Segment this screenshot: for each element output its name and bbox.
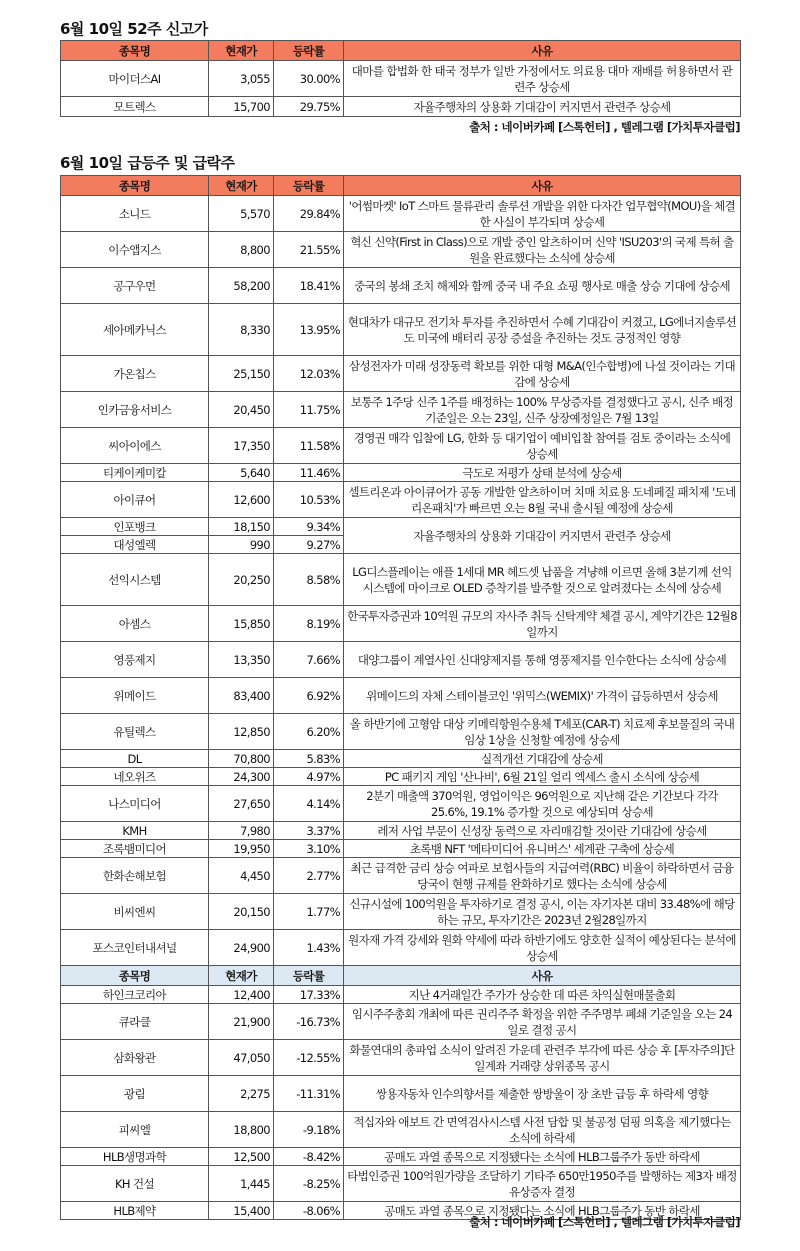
table-row: [61, 1148, 741, 1166]
stock-name: 큐라클: [61, 1004, 209, 1040]
table-header-row: [61, 41, 741, 61]
stock-change: 11.46%: [274, 464, 344, 482]
stock-change: 4.97%: [274, 768, 344, 786]
stock-name: 나스미디어: [61, 786, 209, 822]
header-reason: 사유: [344, 176, 741, 196]
stock-reason: 한국투자증권과 10억원 규모의 자사주 취득 신탁계약 체결 공시, 계약기간은 12월8일까지: [344, 606, 741, 642]
stock-change: 3.10%: [274, 840, 344, 858]
stock-name: 아셈스: [61, 606, 209, 642]
stock-change: 13.95%: [274, 304, 344, 356]
stock-change: 9.34%: [274, 518, 344, 536]
table-row: [61, 392, 741, 428]
stock-reason: 초록뱀 NFT '메타미디어 유니버스' 세계관 구축에 상승세: [344, 840, 741, 858]
stock-name: 삼화왕관: [61, 1040, 209, 1076]
stock-reason: '어썸마켓' IoT 스마트 물류관리 솔루션 개발을 위한 다자간 업무협약(MOU)을 체결한 사실이 부각되며 상승세: [344, 196, 741, 232]
stock-price: 15,400: [209, 1202, 274, 1220]
stock-reason: 신규시설에 100억원을 투자하기로 결정 공시, 이는 자기자본 대비 33.48%에 해당하는 규모, 투자기간은 2023년 2월28일까지: [344, 894, 741, 930]
section1-title: 6월 10일 52주 신고가: [60, 20, 208, 38]
stock-change: 1.77%: [274, 894, 344, 930]
stock-name: 소니드: [61, 196, 209, 232]
header-change: 등락률: [274, 176, 344, 196]
table-row: [61, 840, 741, 858]
stock-price: 12,600: [209, 482, 274, 518]
stock-price: 27,650: [209, 786, 274, 822]
stock-name: 영풍제지: [61, 642, 209, 678]
stock-name: 마이더스AI: [61, 61, 209, 97]
stock-change: -11.31%: [274, 1076, 344, 1112]
table-row: [61, 1004, 741, 1040]
stock-reason: 올 하반기에 고형암 대상 키메릭항원수용체 T세포(CAR-T) 치료제 후보물질의 국내 임상 1상을 신청할 예정에 상승세: [344, 714, 741, 750]
stock-name: 인카금융서비스: [61, 392, 209, 428]
stock-change: 6.20%: [274, 714, 344, 750]
table-row: [61, 822, 741, 840]
stock-name: 티케이케미칼: [61, 464, 209, 482]
stock-price: 58,200: [209, 268, 274, 304]
stock-name: 선익시스템: [61, 554, 209, 606]
stock-change: 8.58%: [274, 554, 344, 606]
table-row: [61, 678, 741, 714]
stock-price: 17,350: [209, 428, 274, 464]
table-row: [61, 642, 741, 678]
stock-price: 24,300: [209, 768, 274, 786]
stock-reason: 레저 사업 부문이 신성장 동력으로 자리매김할 것이란 기대감에 상승세: [344, 822, 741, 840]
table-row: [61, 428, 741, 464]
stock-reason: 2분기 매출액 370억원, 영업이익은 96억원으로 지난해 같은 기간보다 각각 25.6%, 19.1% 증가할 것으로 예상되며 상승세: [344, 786, 741, 822]
stock-name: 한화손해보험: [61, 858, 209, 894]
header-price: 현재가: [209, 966, 274, 986]
header-price: 현재가: [209, 176, 274, 196]
stock-change: -8.06%: [274, 1202, 344, 1220]
stock-name: DL: [61, 750, 209, 768]
header-name: 종목명: [61, 41, 209, 61]
table-row: [61, 464, 741, 482]
table-row: [61, 986, 741, 1004]
stock-change: -8.42%: [274, 1148, 344, 1166]
stock-reason: 혁신 신약(First in Class)으로 개발 중인 알츠하이머 신약 'ISU203'의 국제 특허 출원을 완료했다는 소식에 상승세: [344, 232, 741, 268]
stock-price: 8,800: [209, 232, 274, 268]
stock-change: 30.00%: [274, 61, 344, 97]
stock-change: 5.83%: [274, 750, 344, 768]
stock-reason: PC 패키지 게임 '산나비', 6월 21일 얼리 엑세스 출시 소식에 상승세: [344, 768, 741, 786]
stock-reason: 임시주주총회 개최에 따른 권리주주 확정을 위한 주주명부 폐쇄 기준일을 오는 24일로 결정 공시: [344, 1004, 741, 1040]
table-row: [61, 196, 741, 232]
stock-name: 위메이드: [61, 678, 209, 714]
stock-price: 15,700: [209, 97, 274, 117]
stock-reason: 최근 급격한 금리 상승 여파로 보험사들의 지급여력(RBC) 비율이 하락하면서 금융당국이 현행 규제를 완화하기로 했다는 소식에 상승세: [344, 858, 741, 894]
stock-price: 1,445: [209, 1166, 274, 1202]
table-row: [61, 554, 741, 606]
stock-price: 5,640: [209, 464, 274, 482]
stock-price: 24,900: [209, 930, 274, 966]
stock-change: 2.77%: [274, 858, 344, 894]
stock-change: -9.18%: [274, 1112, 344, 1148]
stock-price: 12,400: [209, 986, 274, 1004]
section2-title: 6월 10일 급등주 및 급락주: [60, 154, 235, 172]
stock-change: -16.73%: [274, 1004, 344, 1040]
stock-reason: 극도로 저평가 상태 분석에 상승세: [344, 464, 741, 482]
stock-reason: 공매도 과열 종목으로 지정됐다는 소식에 HLB그룹주가 동반 하락세: [344, 1148, 741, 1166]
table-row: [61, 97, 741, 117]
stock-price: 18,150: [209, 518, 274, 536]
stock-name: HLB생명과학: [61, 1148, 209, 1166]
table-row: [61, 61, 741, 97]
stock-change: 4.14%: [274, 786, 344, 822]
stock-name: 인포뱅크: [61, 518, 209, 536]
section1-source: 출처 : 네이버카페 [스톡헌터] , 텔레그램 [가치투자클럽]: [469, 120, 740, 134]
table-row: [61, 1166, 741, 1202]
stock-reason: 중국의 봉쇄 조치 해제와 함께 중국 내 주요 쇼핑 행사로 매출 상승 기대에 상승세: [344, 268, 741, 304]
stock-price: 15,850: [209, 606, 274, 642]
stock-name: 하인크코리아: [61, 986, 209, 1004]
stock-price: 13,350: [209, 642, 274, 678]
stock-reason: 화물연대의 총파업 소식이 알려진 가운데 관련주 부각에 따른 상승 후 [투자주의]단일계좌 거래량 상위종목 공시: [344, 1040, 741, 1076]
stock-reason: 보통주 1주당 신주 1주를 배정하는 100% 무상증자를 결정했다고 공시, 신주 배정기준일은 오는 23일, 신주 상장예정일은 7월 13일: [344, 392, 741, 428]
stock-reason: 경영권 매각 입찰에 LG, 한화 등 대기업이 예비입찰 참여를 검토 중이라는 소식에 상승세: [344, 428, 741, 464]
stock-reason: 쌍용자동차 인수의향서를 제출한 쌍방울이 장 초반 급등 후 하락세 영향: [344, 1076, 741, 1112]
stock-price: 12,500: [209, 1148, 274, 1166]
stock-name: 공구우먼: [61, 268, 209, 304]
stock-name: 유틸렉스: [61, 714, 209, 750]
table-row: [61, 1112, 741, 1148]
header-reason: 사유: [344, 41, 741, 61]
stock-change: 29.84%: [274, 196, 344, 232]
stock-change: -12.55%: [274, 1040, 344, 1076]
stock-reason: 적십자와 애보트 간 면역검사시스템 사전 담합 및 불공정 덤핑 의혹을 제기했다는 소식에 하락세: [344, 1112, 741, 1148]
stock-name: 아이큐어: [61, 482, 209, 518]
stock-name: 비씨엔씨: [61, 894, 209, 930]
table-row: [61, 1040, 741, 1076]
header-name: 종목명: [61, 966, 209, 986]
stock-reason: 삼성전자가 미래 성장동력 확보를 위한 대형 M&A(인수합병)에 나설 것이라는 기대감에 상승세: [344, 356, 741, 392]
table-row: [61, 356, 741, 392]
stock-price: 47,050: [209, 1040, 274, 1076]
stock-price: 19,950: [209, 840, 274, 858]
table-row: [61, 482, 741, 518]
stock-price: 2,275: [209, 1076, 274, 1112]
table-row: [61, 786, 741, 822]
header-change: 등락률: [274, 966, 344, 986]
stock-name: 세아메카닉스: [61, 304, 209, 356]
table-row: [61, 894, 741, 930]
stock-price: 990: [209, 536, 274, 554]
stock-change: 6.92%: [274, 678, 344, 714]
table-row: [61, 232, 741, 268]
table-row: [61, 304, 741, 356]
table-row: [61, 930, 741, 966]
stock-price: 7,980: [209, 822, 274, 840]
stock-price: 3,055: [209, 61, 274, 97]
stock-name: 피씨엘: [61, 1112, 209, 1148]
stock-price: 20,250: [209, 554, 274, 606]
table-row: [61, 714, 741, 750]
stock-price: 21,900: [209, 1004, 274, 1040]
stock-name: 포스코인터내셔널: [61, 930, 209, 966]
new-high-table: [60, 40, 741, 117]
header-price: 현재가: [209, 41, 274, 61]
stock-price: 20,450: [209, 392, 274, 428]
stock-change: 8.19%: [274, 606, 344, 642]
stock-change: 9.27%: [274, 536, 344, 554]
stock-name: 씨아이에스: [61, 428, 209, 464]
header-reason: 사유: [344, 966, 741, 986]
stock-name: 가온칩스: [61, 356, 209, 392]
table-row: [61, 518, 741, 536]
stock-reason: 위메이드의 자체 스테이블코인 '위믹스(WEMIX)' 가격이 급등하면서 상승세: [344, 678, 741, 714]
stock-price: 12,850: [209, 714, 274, 750]
stock-name: KH 건설: [61, 1166, 209, 1202]
stock-reason: 대마를 합법화 한 태국 정부가 일반 가정에서도 의료용 대마 재배를 허용하면서 관련주 상승세: [344, 61, 741, 97]
stock-reason: 대양그룹이 계열사인 신대양제지를 통해 영풍제지를 인수한다는 소식에 상승세: [344, 642, 741, 678]
stock-reason: 셀트리온과 아이큐어가 공동 개발한 알츠하이머 치매 치료용 도네페질 패치제 '도네리온패치'가 빠르면 오는 8월 국내 출시될 예정에 상승세: [344, 482, 741, 518]
stock-change: 11.58%: [274, 428, 344, 464]
stock-change: 21.55%: [274, 232, 344, 268]
stock-price: 18,800: [209, 1112, 274, 1148]
stock-change: 10.53%: [274, 482, 344, 518]
table-header-row: [61, 966, 741, 986]
stock-reason: 자율주행차의 상용화 기대감이 커지면서 관련주 상승세: [344, 518, 741, 554]
stock-price: 20,150: [209, 894, 274, 930]
stock-name: HLB제약: [61, 1202, 209, 1220]
stock-reason: 현대차가 대규모 전기차 투자를 추진하면서 수혜 기대감이 커졌고, LG에너지솔루션도 미국에 배터리 공장 증설을 추진하는 것도 긍정적인 영향: [344, 304, 741, 356]
stock-name: 대성엘렉: [61, 536, 209, 554]
stock-change: 17.33%: [274, 986, 344, 1004]
stock-change: -8.25%: [274, 1166, 344, 1202]
stock-reason: 실적개선 기대감에 상승세: [344, 750, 741, 768]
stock-reason: 자율주행차의 상용화 기대감이 커지면서 관련주 상승세: [344, 97, 741, 117]
stock-name: 광림: [61, 1076, 209, 1112]
section2-source: 출처 : 네이버카페 [스톡헌터] , 텔레그램 [가치투자클럽]: [469, 1215, 740, 1229]
stock-name: 모트렉스: [61, 97, 209, 117]
table-row: [61, 750, 741, 768]
stock-price: 25,150: [209, 356, 274, 392]
stock-change: 18.41%: [274, 268, 344, 304]
stock-name: KMH: [61, 822, 209, 840]
stock-name: 네오위즈: [61, 768, 209, 786]
table-row: [61, 858, 741, 894]
stock-reason: LG디스플레이는 애플 1세대 MR 헤드셋 납품을 겨냥해 이르면 올해 3분기께 선익시스템에 마이크로 OLED 증착기를 발주할 것으로 알려졌다는 소식에 상승세: [344, 554, 741, 606]
stock-reason: 타법인증권 100억원가량을 조달하기 기타주 650만1950주를 발행하는 제3자 배정 유상증자 결정: [344, 1166, 741, 1202]
stock-change: 7.66%: [274, 642, 344, 678]
stock-name: 이수앱지스: [61, 232, 209, 268]
stock-change: 12.03%: [274, 356, 344, 392]
stock-reason: 지난 4거래일간 주가가 상승한 데 따른 차익실현매물출회: [344, 986, 741, 1004]
stock-price: 70,800: [209, 750, 274, 768]
table-row: [61, 606, 741, 642]
table-row: [61, 1076, 741, 1112]
stock-price: 8,330: [209, 304, 274, 356]
table-header-row: [61, 176, 741, 196]
stock-reason: 원자재 가격 강세와 원화 약세에 따라 하반기에도 양호한 실적이 예상된다는 분석에 상승세: [344, 930, 741, 966]
table-row: [61, 768, 741, 786]
stock-change: 11.75%: [274, 392, 344, 428]
stock-price: 5,570: [209, 196, 274, 232]
stock-change: 3.37%: [274, 822, 344, 840]
movers-table: [60, 175, 741, 1220]
header-name: 종목명: [61, 176, 209, 196]
table-row: [61, 268, 741, 304]
stock-price: 83,400: [209, 678, 274, 714]
stock-name: 조록뱀미디어: [61, 840, 209, 858]
stock-price: 4,450: [209, 858, 274, 894]
header-change: 등락률: [274, 41, 344, 61]
stock-change: 1.43%: [274, 930, 344, 966]
stock-change: 29.75%: [274, 97, 344, 117]
stock-reason: 공매도 과열 종목으로 지정됐다는 소식에 HLB그룹주가 동반 하락세: [344, 1202, 741, 1220]
